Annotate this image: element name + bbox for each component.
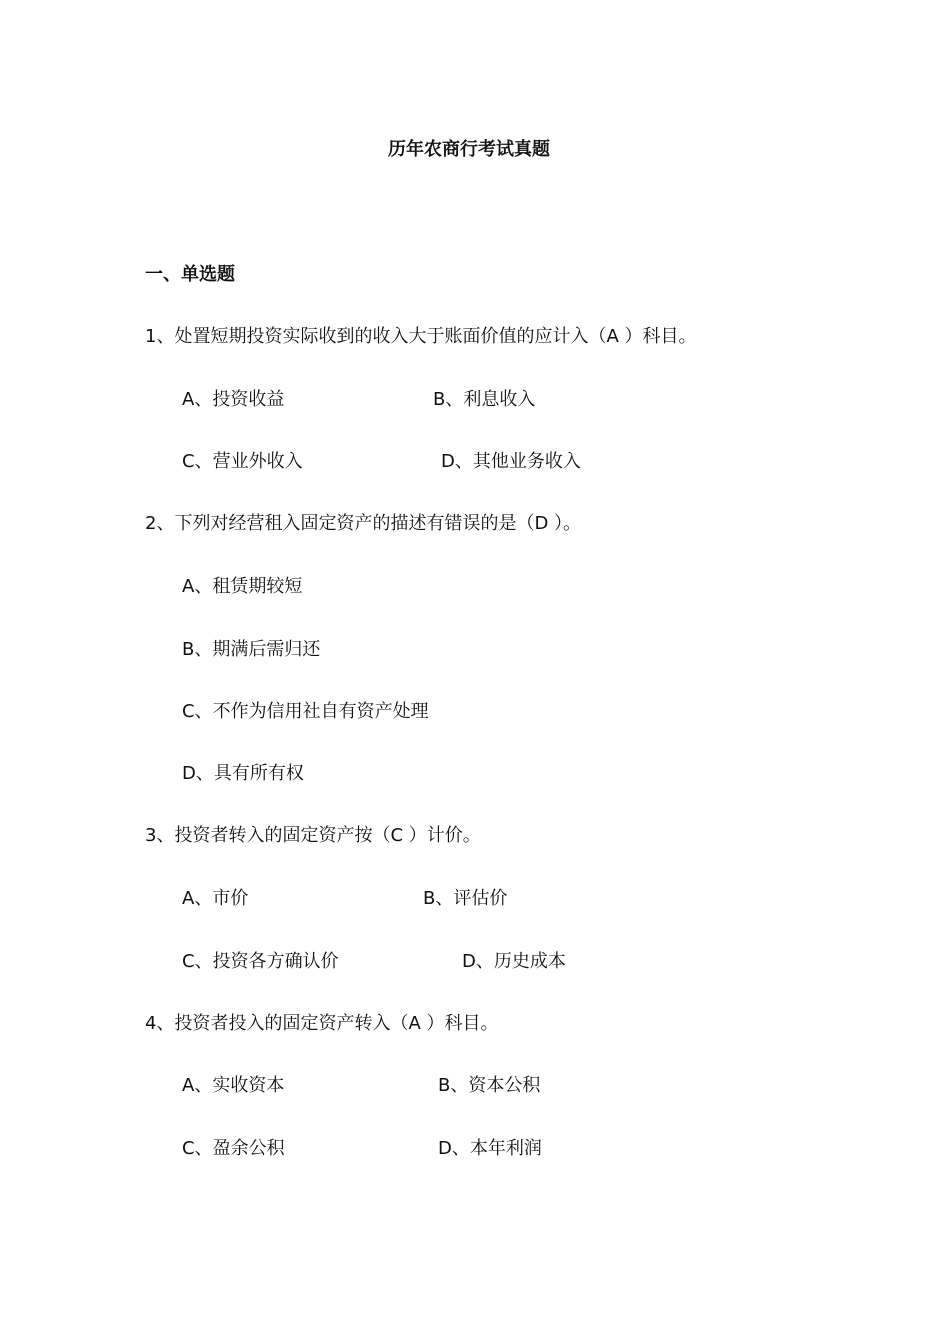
question-3-option-a: A、市价 xyxy=(182,888,249,909)
question-4-option-b: B、资本公积 xyxy=(438,1075,541,1096)
question-3-option-d: D、历史成本 xyxy=(462,951,566,972)
question-4-text: 4、投资者投入的固定资产转入（A ）科目。 xyxy=(145,1013,499,1034)
question-2-option-a: A、租赁期较短 xyxy=(182,576,303,597)
question-1-option-a: A、投资收益 xyxy=(182,389,285,410)
question-1-text: 1、处置短期投资实际收到的收入大于账面价值的应计入（A ）科目。 xyxy=(145,326,697,347)
question-4-option-d: D、本年利润 xyxy=(438,1138,542,1159)
question-2-option-c: C、不作为信用社自有资产处理 xyxy=(182,701,429,722)
question-4-option-c: C、盈余公积 xyxy=(182,1138,285,1159)
document-title: 历年农商行考试真题 xyxy=(388,139,550,160)
question-2-option-b: B、期满后需归还 xyxy=(182,639,321,660)
question-3-option-c: C、投资各方确认价 xyxy=(182,951,339,972)
question-2-text: 2、下列对经营租入固定资产的描述有错误的是（D ）。 xyxy=(145,513,582,534)
question-3-option-b: B、评估价 xyxy=(423,888,508,909)
question-4-option-a: A、实收资本 xyxy=(182,1075,285,1096)
question-2-option-d: D、具有所有权 xyxy=(182,763,304,784)
question-1-option-b: B、利息收入 xyxy=(433,389,536,410)
question-1-option-c: C、营业外收入 xyxy=(182,451,303,472)
section-heading: 一、单选题 xyxy=(145,264,235,285)
question-3-text: 3、投资者转入的固定资产按（C ）计价。 xyxy=(145,825,481,846)
question-1-option-d: D、其他业务收入 xyxy=(441,451,581,472)
